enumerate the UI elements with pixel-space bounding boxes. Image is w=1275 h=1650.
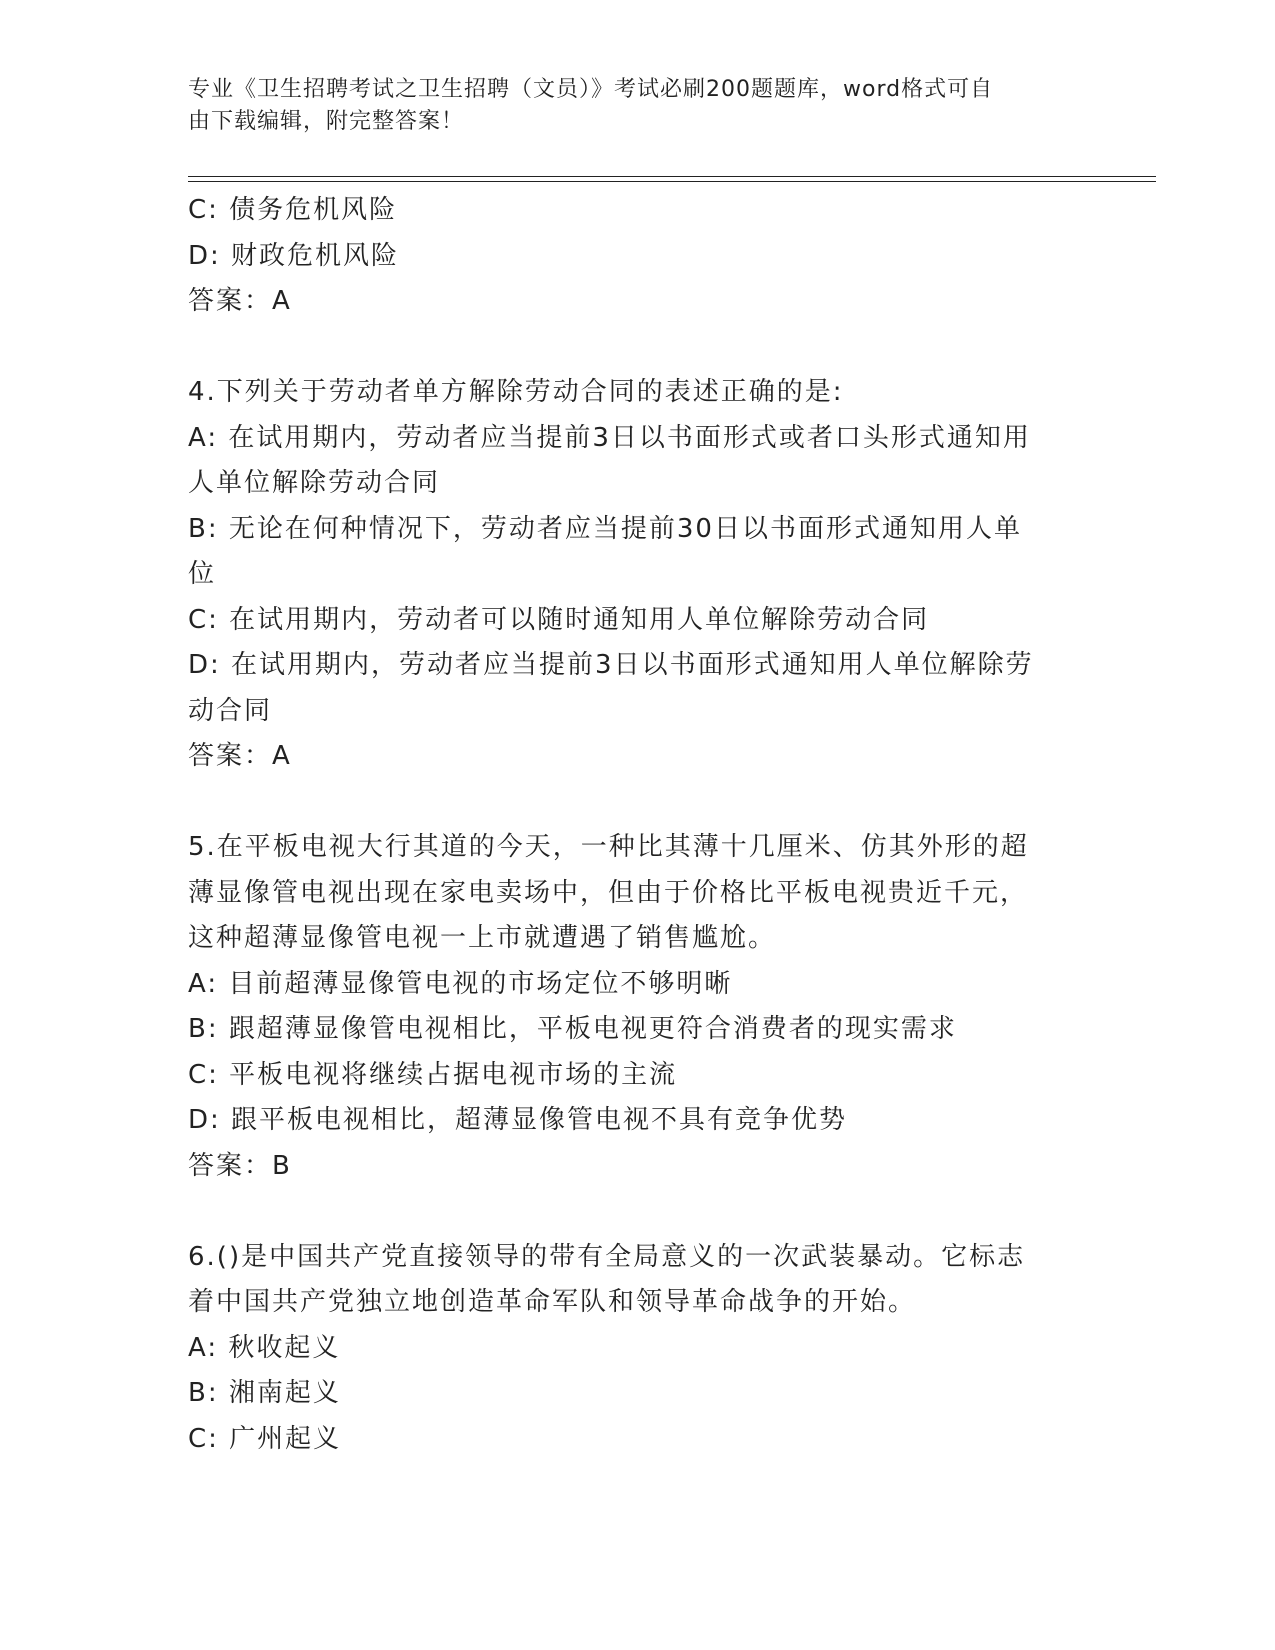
option-a-line-2: 人单位解除劳动合同 [188,468,441,498]
header-title-line-2: 由下载编辑，附完整答案！ [188,109,465,134]
question-5 [188,825,1068,1189]
answer: 答案：A [188,286,292,316]
header-divider-top [188,176,1156,177]
option-a: A: 目前超薄显像管电视的市场定位不够明晰 [188,968,733,999]
spacer [188,1189,1068,1235]
option-b: B: 跟超薄显像管电视相比，平板电视更符合消费者的现实需求 [188,1014,957,1044]
option-c: C: 债务危机风险 [188,195,398,225]
option-d-line-2: 动合同 [188,695,273,726]
answer: 答案：B [188,1150,292,1181]
question-stem-line-2: 着中国共产党独立地创造革命军队和领导革命战争的开始。 [188,1287,917,1317]
option-a: A: 秋收起义 [188,1332,341,1363]
option-b-line-2: 位 [188,559,217,589]
question-stem-line-1: 6.()是中国共产党直接领导的带有全局意义的一次武装暴动。它标志 [188,1241,1026,1272]
question-4 [188,370,1068,780]
header-divider-bottom [188,181,1156,182]
answer: 答案：A [188,741,292,771]
option-b-line-1: B: 无论在何种情况下，劳动者应当提前30日以书面形式通知用人单 [188,513,1022,544]
option-c: C: 广州起义 [188,1423,342,1454]
option-c: C: 平板电视将继续占据电视市场的主流 [188,1059,678,1090]
question-stem-line-1: 5.在平板电视大行其道的今天，一种比其薄十几厘米、仿其外形的超 [188,832,1029,862]
option-a-line-1: A: 在试用期内，劳动者应当提前3日以书面形式或者口头形式通知用 [188,422,1031,453]
option-b: B: 湘南起义 [188,1378,341,1408]
option-d: D: 财政危机风险 [188,240,400,271]
question-list [188,188,1068,1462]
option-d-line-1: D: 在试用期内，劳动者应当提前3日以书面形式通知用人单位解除劳 [188,650,1034,680]
option-d: D: 跟平板电视相比，超薄显像管电视不具有竞争优势 [188,1105,848,1135]
option-c: C: 在试用期内，劳动者可以随时通知用人单位解除劳动合同 [188,604,930,635]
spacer [188,780,1068,826]
question-6 [188,1235,1068,1463]
question-stem-line-3: 这种超薄显像管电视一上市就遭遇了销售尴尬。 [188,923,777,953]
question-stem-line-2: 薄显像管电视出现在家电卖场中，但由于价格比平板电视贵近千元， [188,877,1029,908]
spacer [188,325,1068,371]
question-stem: 4.下列关于劳动者单方解除劳动合同的表述正确的是: [188,377,844,407]
document-header [188,74,1068,138]
header-title-line-1: 专业《卫生招聘考试之卫生招聘（文员）》考试必刷200题题库，word格式可自 [188,77,994,102]
question-3-continued [188,188,1068,325]
